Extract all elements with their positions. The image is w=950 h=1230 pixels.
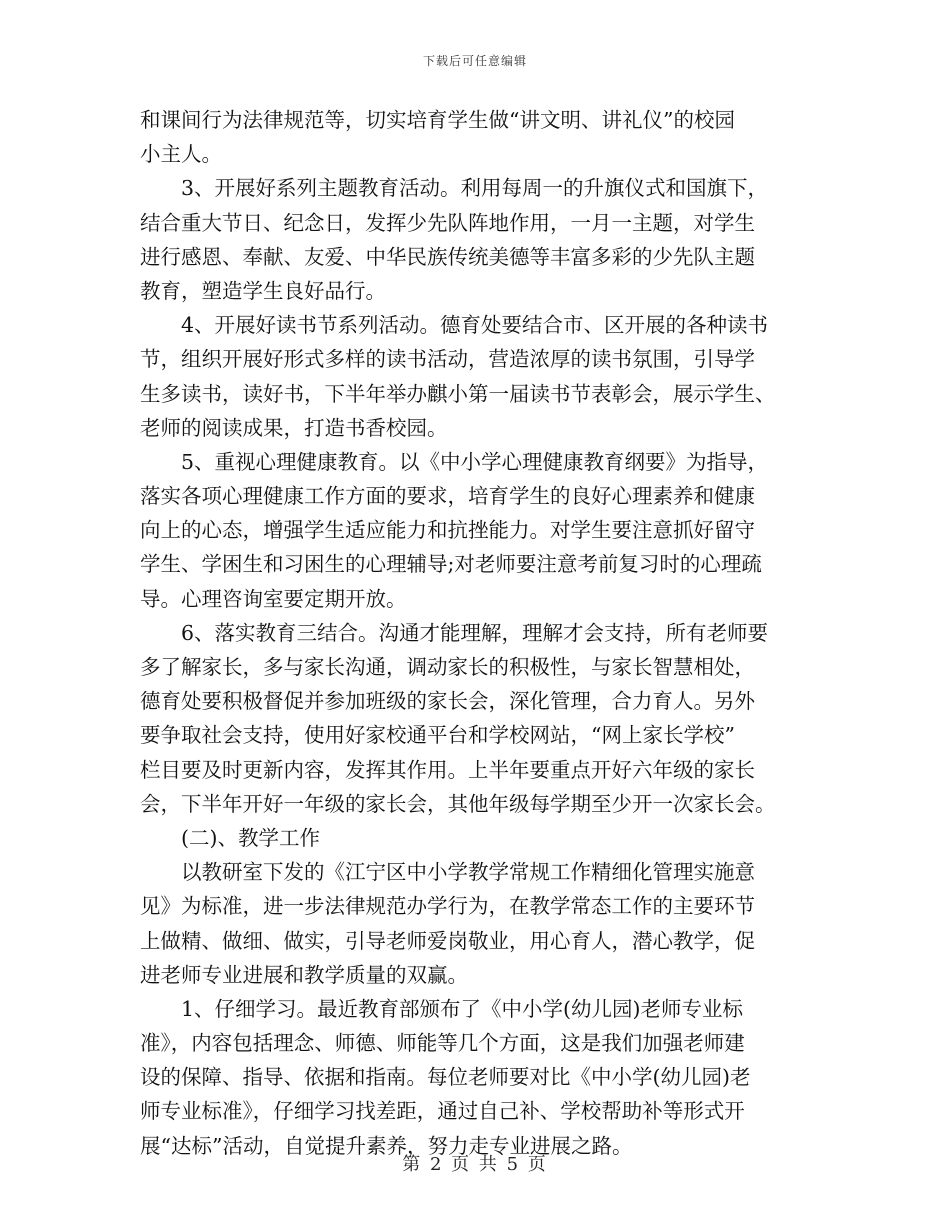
text-line: 师专业标准》，仔细学习找差距，通过自己补、学校帮助补等形式开 xyxy=(140,1099,745,1124)
text-line: 德育处要积极督促并参加班级的家长会，深化管理，合力育人。另外 xyxy=(140,689,755,714)
text-line: 导。心理咨询室要定期开放。 xyxy=(140,586,407,611)
text-line: 展“达标”活动，自觉提升素养，努力走专业进展之路。 xyxy=(140,1133,633,1158)
text-line: 结合重大节日、纪念日，发挥少先队阵地作用，一月一主题，对学生 xyxy=(140,210,755,235)
text-line: 见》为标准，进一步法律规范办学行为，在教学常态工作的主要环节 xyxy=(140,894,755,919)
text-line: 学生、学困生和习困生的心理辅导;对老师要注意考前复习时的心理疏 xyxy=(140,552,762,577)
paragraph-first-line: 5、重视心理健康教育。以《中小学心理健康教育纲要》为指导， xyxy=(181,449,769,474)
text-line: 进老师专业进展和教学质量的双赢。 xyxy=(140,962,468,987)
text-line: 多了解家长，多与家长沟通，调动家长的积极性，与家长智慧相处， xyxy=(140,655,755,679)
text-line: 教育，塑造学生良好品行。 xyxy=(140,278,386,303)
paragraph-first-line: 4、开展好读书节系列活动。德育处要结合市、区开展的各种读书 xyxy=(181,313,769,338)
text-line: 进行感恩、奉献、友爱、中华民族传统美德等丰富多彩的少先队主题 xyxy=(140,244,755,269)
text-line: 和课间行为法律规范等，切实培育学生做“讲文明、讲礼仪”的校园 xyxy=(140,108,735,132)
text-line: 设的保障、指导、依据和指南。每位老师要对比《中小学(幼儿园)老 xyxy=(140,1065,751,1090)
paragraph-first-line: 3、开展好系列主题教育活动。利用每周一的升旗仪式和国旗下， xyxy=(181,176,769,201)
text-line: 准》，内容包括理念、师德、师能等几个方面，这是我们加强老师建 xyxy=(140,1031,745,1056)
text-line: 要争取社会支持，使用好家校通平台和学校网站，“网上家长学校” xyxy=(140,723,735,748)
text-line: 向上的心态，增强学生适应能力和抗挫能力。对学生要注意抓好留守 xyxy=(140,518,755,543)
text-line: 节，组织开展好形式多样的读书活动，营造浓厚的读书氛围，引导学 xyxy=(140,347,755,372)
page-number: 第 2 页 共 5 页 xyxy=(402,1154,548,1175)
section-heading: (二)、教学工作 xyxy=(181,825,320,850)
text-line: 会，下半年开好一年级的家长会，其他年级每学期至少开一次家长会。 xyxy=(140,791,776,816)
text-line: 小主人。 xyxy=(140,142,222,167)
paragraph-first-line: 1、仔细学习。最近教育部颁布了《中小学(幼儿园)老师专业标 xyxy=(181,996,744,1021)
page-header: 下载后可任意编辑 xyxy=(422,54,527,68)
paragraph-first-line: 6、落实教育三结合。沟通才能理解，理解才会支持，所有老师要 xyxy=(181,620,769,645)
paragraph-first-line: 以教研室下发的《江宁区中小学教学常规工作精细化管理实施意 xyxy=(181,860,755,885)
text-line: 生多读书，读好书，下半年举办麒小第一届读书节表彰会，展示学生、 xyxy=(140,381,776,406)
text-line: 老师的阅读成果，打造书香校园。 xyxy=(140,415,448,440)
text-line: 栏目要及时更新内容，发挥其作用。上半年要重点开好六年级的家长 xyxy=(140,757,755,782)
text-line: 上做精、做细、做实，引导老师爱岗敬业，用心育人，潜心教学，促 xyxy=(140,928,755,953)
text-line: 落实各项心理健康工作方面的要求，培育学生的良好心理素养和健康 xyxy=(140,484,755,509)
document-body xyxy=(140,103,810,1163)
